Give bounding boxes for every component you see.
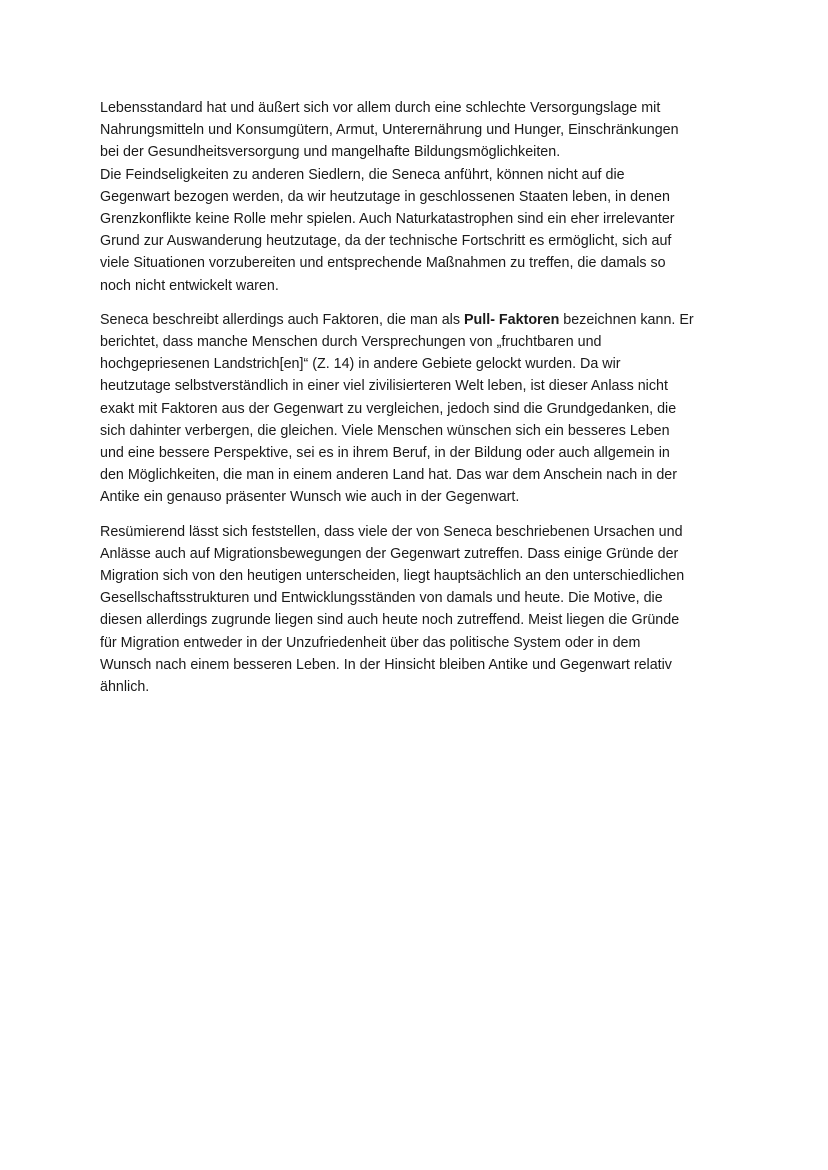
text-line [100,309,740,331]
text-line: exakt mit Faktoren aus der Gegenwart zu vergleichen, jedoch sind die Grundgedanken, die [100,400,677,417]
document-body [100,97,740,698]
paragraph-pull-factors [100,309,740,509]
text-line: und eine bessere Perspektive, sei es in ihrem Beruf, in der Bildung oder auch allgemein in [100,445,670,462]
text-line: den Möglichkeiten, die man in einem anderen Land hat. Das war dem Anschein nach in der [100,467,677,484]
text-line: heutzutage selbstverständlich in einer viel zivilisierteren Welt leben, ist dieser Anlass nicht [100,378,668,395]
paragraph-hostilities [100,164,740,297]
text-line: diesen allerdings zugrunde liegen sind auch heute noch zutreffend. Meist liegen die Gründe [100,612,680,629]
text-line: Migration sich von den heutigen unterscheiden, liegt hauptsächlich an den unterschiedlichen [100,568,685,585]
text-line: Anlässe auch auf Migrationsbewegungen der Gegenwart zutreffen. Dass einige Gründe der [100,545,679,562]
text-line: für Migration entweder in der Unzufriedenheit über das politische System oder in dem [100,634,641,651]
text-line: hochgepriesenen Landstrich[en]“ (Z. 14) in andere Gebiete gelockt wurden. Da wir [100,356,621,373]
pull-factors-term: Pull- Faktoren [463,311,560,328]
text-line: Gegenwart bezogen werden, da wir heutzutage in geschlossenen Staaten leben, in denen [100,188,670,205]
text-line: sich dahinter verbergen, die gleichen. Viele Menschen wünschen sich ein besseres Leben [100,422,670,439]
text-line: noch nicht entwickelt waren. [100,277,279,294]
text-segment: bezeichnen kann. Er [559,311,694,328]
text-line: berichtet, dass manche Menschen durch Versprechungen von „fruchtbaren und [100,334,602,351]
text-line: Nahrungsmitteln und Konsumgütern, Armut, Unterernährung und Hunger, Einschränkungen [100,122,679,139]
text-line: Antike ein genauso präsenter Wunsch wie auch in der Gegenwart. [100,489,520,506]
text-line: Lebensstandard hat und äußert sich vor allem durch eine schlechte Versorgungslage mit [100,100,661,116]
text-line: Grenzkonflikte keine Rolle mehr spielen. Auch Naturkatastrophen sind ein eher irrelevanter [100,211,675,228]
text-line: Die Feindseligkeiten zu anderen Siedlern, die Seneca anführt, können nicht auf die [100,166,625,183]
text-line: Gesellschaftsstrukturen und Entwicklungsständen von damals und heute. Die Motive, die [100,590,663,607]
text-line: Grund zur Auswanderung heutzutage, da der technische Fortschritt es ermöglicht, sich auf [100,233,672,250]
text-line: bei der Gesundheitsversorgung und mangelhafte Bildungsmöglichkeiten. [100,144,561,161]
text-line: Resümierend lässt sich feststellen, dass viele der von Seneca beschriebenen Ursachen und [100,523,683,540]
text-line: Wunsch nach einem besseren Leben. In der Hinsicht bleiben Antike und Gegenwart relativ [100,656,672,673]
paragraph-conclusion [100,521,740,699]
text-segment: Seneca beschreibt allerdings auch Faktoren, die man als [100,311,464,328]
text-line: ähnlich. [100,679,150,696]
paragraph-living-standard [100,97,740,164]
text-line: viele Situationen vorzubereiten und entsprechende Maßnahmen zu treffen, die damals so [100,255,666,272]
